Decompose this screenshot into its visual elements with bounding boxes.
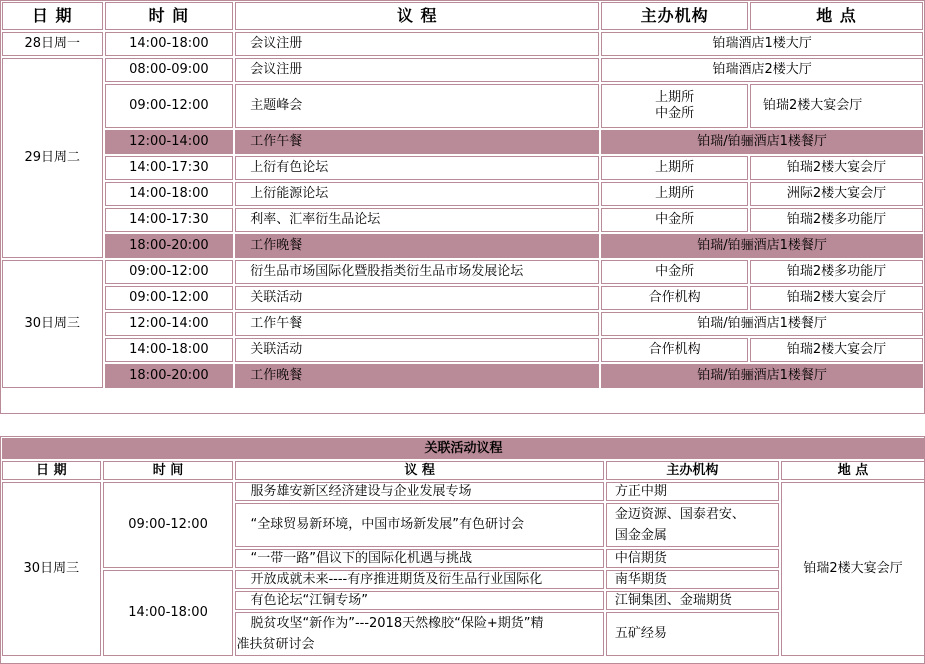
date-cell: 30日周三 xyxy=(2,482,101,656)
title-row xyxy=(2,438,925,459)
organizer-line: 金迈资源、国泰君安、 xyxy=(614,507,745,522)
header-time: 时 间 xyxy=(105,2,234,30)
organizer-cell: 五矿经易 xyxy=(606,612,779,656)
time-cell: 14:00-18:00 xyxy=(105,182,234,206)
venue-cell: 洲际2楼大宴会厅 xyxy=(750,182,923,206)
venue-cell: 铂瑞2楼大宴会厅 xyxy=(750,84,923,128)
related-activities-table xyxy=(0,436,925,658)
agenda-cell: 利率、汇率衍生品论坛 xyxy=(235,208,599,232)
table-row xyxy=(2,286,923,310)
date-cell: 29日周二 xyxy=(2,58,103,258)
organizer-cell: 中信期货 xyxy=(606,549,779,568)
organizer-line: 上期所 xyxy=(655,90,695,105)
time-cell: 14:00-17:30 xyxy=(105,156,234,180)
organizer-cell: 上期所 xyxy=(601,156,748,180)
table-row xyxy=(2,32,923,56)
header-time: 时 间 xyxy=(103,461,234,480)
venue-cell: 铂瑞2楼大宴会厅 xyxy=(750,156,923,180)
table-row-meal xyxy=(2,364,923,388)
time-cell: 12:00-14:00 xyxy=(105,130,234,154)
table-row xyxy=(2,156,923,180)
table-row xyxy=(2,338,923,362)
header-venue: 地 点 xyxy=(781,461,925,480)
agenda-cell: 关联活动 xyxy=(235,286,599,310)
time-cell: 09:00-12:00 xyxy=(105,84,234,128)
time-cell: 14:00-18:00 xyxy=(105,32,234,56)
agenda-cell: 有色论坛“江铜专场” xyxy=(235,591,603,610)
table-row xyxy=(2,58,923,82)
organizer-cell: 上期所 xyxy=(601,182,748,206)
agenda-cell: 工作午餐 xyxy=(235,130,599,154)
section-title: 关联活动议程 xyxy=(2,438,925,459)
venue-cell: 铂瑞2楼大宴会厅 xyxy=(781,482,925,656)
venue-cell: 铂瑞2楼大宴会厅 xyxy=(750,338,923,362)
agenda-cell: 上衍能源论坛 xyxy=(235,182,599,206)
agenda-cell: 工作晚餐 xyxy=(235,234,599,258)
agenda-cell: “全球贸易新环境，中国市场新发展”有色研讨会 xyxy=(235,503,603,547)
table-row xyxy=(2,312,923,336)
table-row-meal xyxy=(2,130,923,154)
table-row xyxy=(2,84,923,128)
time-cell: 09:00-12:00 xyxy=(103,482,234,568)
agenda-cell: “一带一路”倡议下的国际化机遇与挑战 xyxy=(235,549,603,568)
agenda-cell: 会议注册 xyxy=(235,58,599,82)
time-cell: 18:00-20:00 xyxy=(105,234,234,258)
header-organizer: 主办机构 xyxy=(606,461,779,480)
venue-cell: 铂瑞/铂骊酒店1楼餐厅 xyxy=(601,130,923,154)
organizer-line: 国金金属 xyxy=(614,528,667,543)
table-row-meal xyxy=(2,234,923,258)
venue-cell: 铂瑞/铂骊酒店1楼餐厅 xyxy=(601,364,923,388)
agenda-cell: 衍生品市场国际化暨股指类衍生品市场发展论坛 xyxy=(235,260,599,284)
organizer-cell: 江铜集团、金瑞期货 xyxy=(606,591,779,610)
time-cell: 14:00-18:00 xyxy=(105,338,234,362)
header-date: 日 期 xyxy=(2,2,103,30)
organizer-cell xyxy=(606,503,779,547)
organizer-cell: 中金所 xyxy=(601,208,748,232)
header-row xyxy=(2,2,923,30)
agenda-cell: 开放成就未来----有序推进期货及衍生品行业国际化 xyxy=(235,570,603,589)
venue-cell: 铂瑞酒店2楼大厅 xyxy=(601,58,923,82)
agenda-line: 脱贫攻坚“新作为”---2018天然橡胶“保险+期货”精 xyxy=(250,616,544,631)
organizer-cell: 合作机构 xyxy=(601,338,748,362)
venue-cell: 铂瑞2楼多功能厅 xyxy=(750,260,923,284)
date-cell: 30日周三 xyxy=(2,260,103,388)
venue-cell: 铂瑞/铂骊酒店1楼餐厅 xyxy=(601,312,923,336)
agenda-cell: 工作晚餐 xyxy=(235,364,599,388)
time-cell: 08:00-09:00 xyxy=(105,58,234,82)
organizer-cell: 中金所 xyxy=(601,260,748,284)
header-venue: 地 点 xyxy=(750,2,923,30)
header-organizer: 主办机构 xyxy=(601,2,748,30)
agenda-cell: 会议注册 xyxy=(235,32,599,56)
header-row xyxy=(2,461,925,480)
agenda-cell: 上衍有色论坛 xyxy=(235,156,599,180)
organizer-line: 中金所 xyxy=(655,106,695,121)
table-row xyxy=(2,182,923,206)
header-date: 日 期 xyxy=(2,461,101,480)
table-row xyxy=(2,260,923,284)
header-agenda: 议 程 xyxy=(235,2,599,30)
organizer-cell xyxy=(601,84,748,128)
organizer-cell: 南华期货 xyxy=(606,570,779,589)
header-agenda: 议 程 xyxy=(235,461,603,480)
agenda-cell: 服务雄安新区经济建设与企业发展专场 xyxy=(235,482,603,501)
agenda-cell: 工作午餐 xyxy=(235,312,599,336)
time-cell: 14:00-18:00 xyxy=(103,570,234,656)
time-cell: 18:00-20:00 xyxy=(105,364,234,388)
venue-cell: 铂瑞酒店1楼大厅 xyxy=(601,32,923,56)
table-row xyxy=(2,208,923,232)
agenda-line: 准扶贫研讨会 xyxy=(236,637,315,652)
venue-cell: 铂瑞/铂骊酒店1楼餐厅 xyxy=(601,234,923,258)
time-cell: 09:00-12:00 xyxy=(105,286,234,310)
organizer-cell: 方正中期 xyxy=(606,482,779,501)
agenda-cell: 关联活动 xyxy=(235,338,599,362)
date-cell: 28日周一 xyxy=(2,32,103,56)
organizer-cell: 合作机构 xyxy=(601,286,748,310)
venue-cell: 铂瑞2楼多功能厅 xyxy=(750,208,923,232)
agenda-cell: 主题峰会 xyxy=(235,84,599,128)
venue-cell: 铂瑞2楼大宴会厅 xyxy=(750,286,923,310)
time-cell: 09:00-12:00 xyxy=(105,260,234,284)
time-cell: 14:00-17:30 xyxy=(105,208,234,232)
agenda-cell xyxy=(235,612,603,656)
time-cell: 12:00-14:00 xyxy=(105,312,234,336)
table-row xyxy=(2,482,925,501)
